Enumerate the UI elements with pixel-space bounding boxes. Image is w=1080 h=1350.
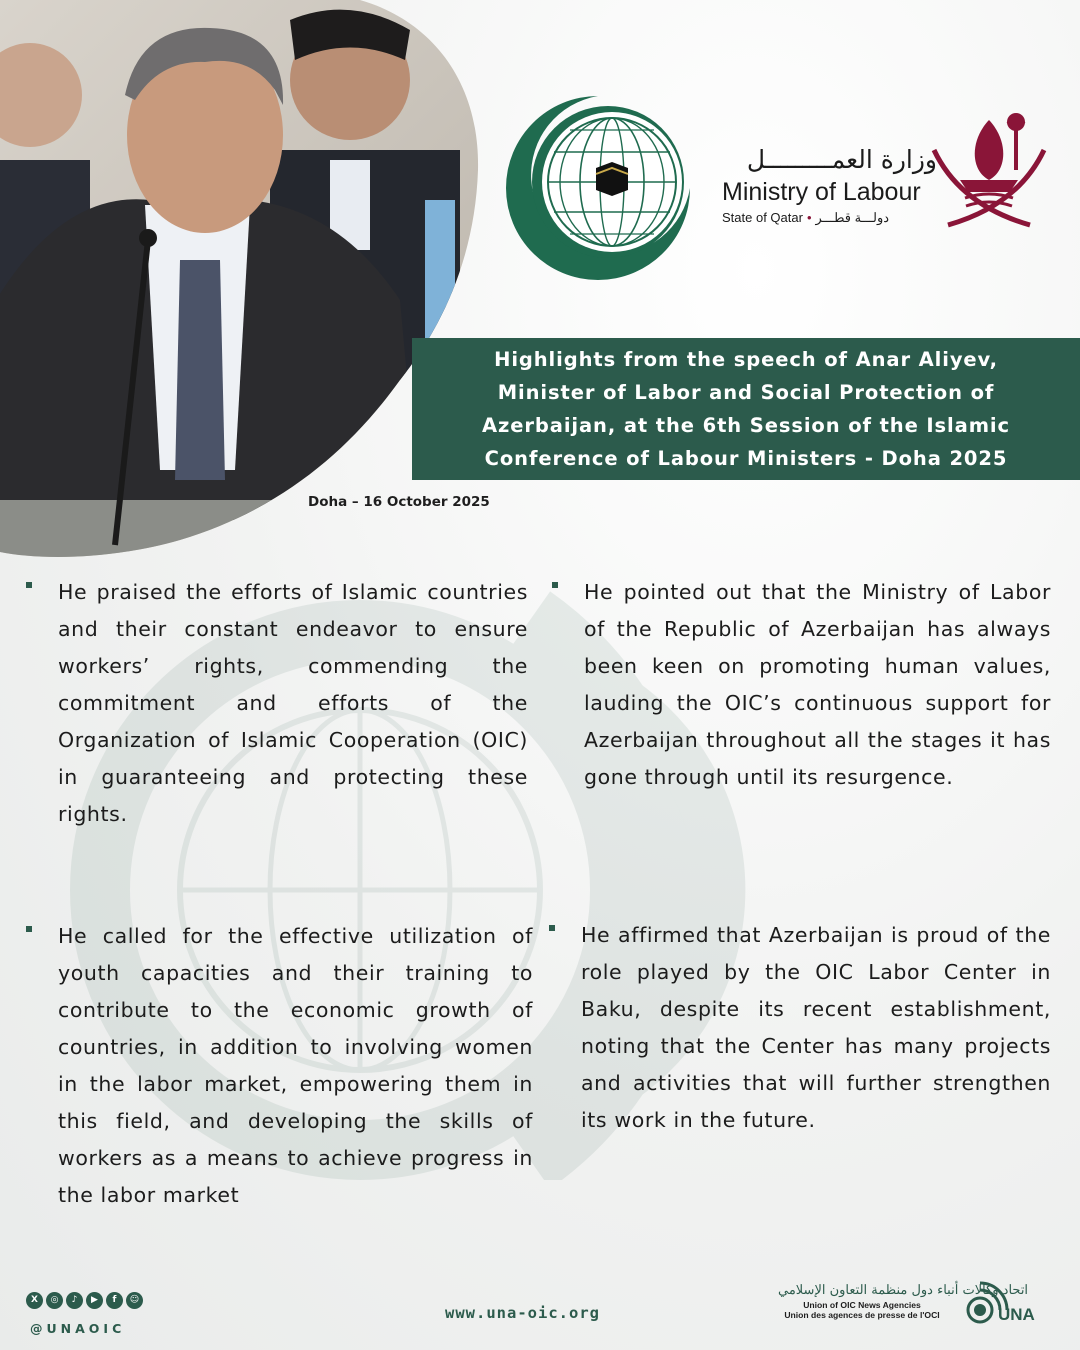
qatar-emblem-icon — [930, 110, 1048, 230]
social-icons — [26, 1292, 143, 1309]
website-link[interactable]: www.una-oic.org — [445, 1304, 600, 1322]
una-acronym: UNA — [998, 1305, 1035, 1324]
una-french-name: Union des agences de presse de l'OCI — [784, 1310, 940, 1320]
bullet-square-icon — [549, 925, 555, 931]
highlight-item — [552, 574, 1051, 796]
highlight-text: He pointed out that the Ministry of Labor of the Republic of Azerbaijan has always been keen on promoting human values, lauding the OIC’s continuous support for Azerbaijan throughout all the stages it has gone through until its resurgence. — [584, 580, 1051, 789]
banner-title: Highlights from the speech of Anar Aliyev, Minister of Labor and Social Protection of Azerbaijan, at the 6th Session of the Islamic Conference of Labour Ministers - Doha 2025 — [482, 348, 1010, 470]
ministry-english-name: Ministry of Labour — [722, 178, 921, 206]
highlight-item — [549, 917, 1051, 1139]
bullet-square-icon — [26, 926, 32, 932]
state-english: State of Qatar — [722, 210, 803, 225]
una-arabic-name: اتحاد وكالات أنباء دول منظمة التعاون الإسلامي — [778, 1283, 1029, 1298]
state-arabic: دولـــة قطـــر — [815, 210, 890, 225]
ministry-arabic-name: وزارة العمـــــــــل — [746, 145, 937, 174]
ministry-of-labour-logo — [722, 144, 937, 226]
highlight-text: He praised the efforts of Islamic countries and their constant endeavor to ensure workers’ rights, commending the commitment and efforts of the Organization of Islamic Cooperation (OIC) in guaranteeing and protecting these rights. — [58, 580, 528, 826]
highlight-item — [26, 918, 533, 1214]
una-english-name: Union of OIC News Agencies — [803, 1300, 921, 1310]
instagram-icon[interactable]: ◎ — [46, 1292, 63, 1309]
bullet-square-icon — [26, 582, 32, 588]
state-line — [722, 210, 937, 226]
oic-logo-icon — [500, 90, 696, 286]
facebook-icon[interactable]: f — [106, 1292, 123, 1309]
title-banner — [412, 338, 1080, 480]
highlight-text: He affirmed that Azerbaijan is proud of the role played by the OIC Labor Center in Baku, despite its recent establishment, noting that the Center has many projects and activities that will further strengthen its work in the future. — [581, 923, 1051, 1132]
separator-dot: • — [806, 210, 812, 225]
social-handle[interactable]: @UNAOIC — [30, 1321, 126, 1336]
tiktok-icon[interactable]: ♪ — [66, 1292, 83, 1309]
highlight-item — [26, 574, 528, 833]
bullet-square-icon — [552, 582, 558, 588]
snapchat-icon[interactable]: ☺ — [126, 1292, 143, 1309]
x-icon[interactable]: X — [26, 1292, 43, 1309]
youtube-icon[interactable]: ▶ — [86, 1292, 103, 1309]
dateline: Doha – 16 October 2025 — [308, 494, 490, 510]
highlight-text: He called for the effective utilization of youth capacities and their training to contribute to the economic growth of countries, in addition to involving women in the labor market, empowering them in this field, and developing the skills of workers as a means to achieve progress in the labor market — [58, 924, 533, 1207]
una-logo-icon — [964, 1280, 1040, 1326]
